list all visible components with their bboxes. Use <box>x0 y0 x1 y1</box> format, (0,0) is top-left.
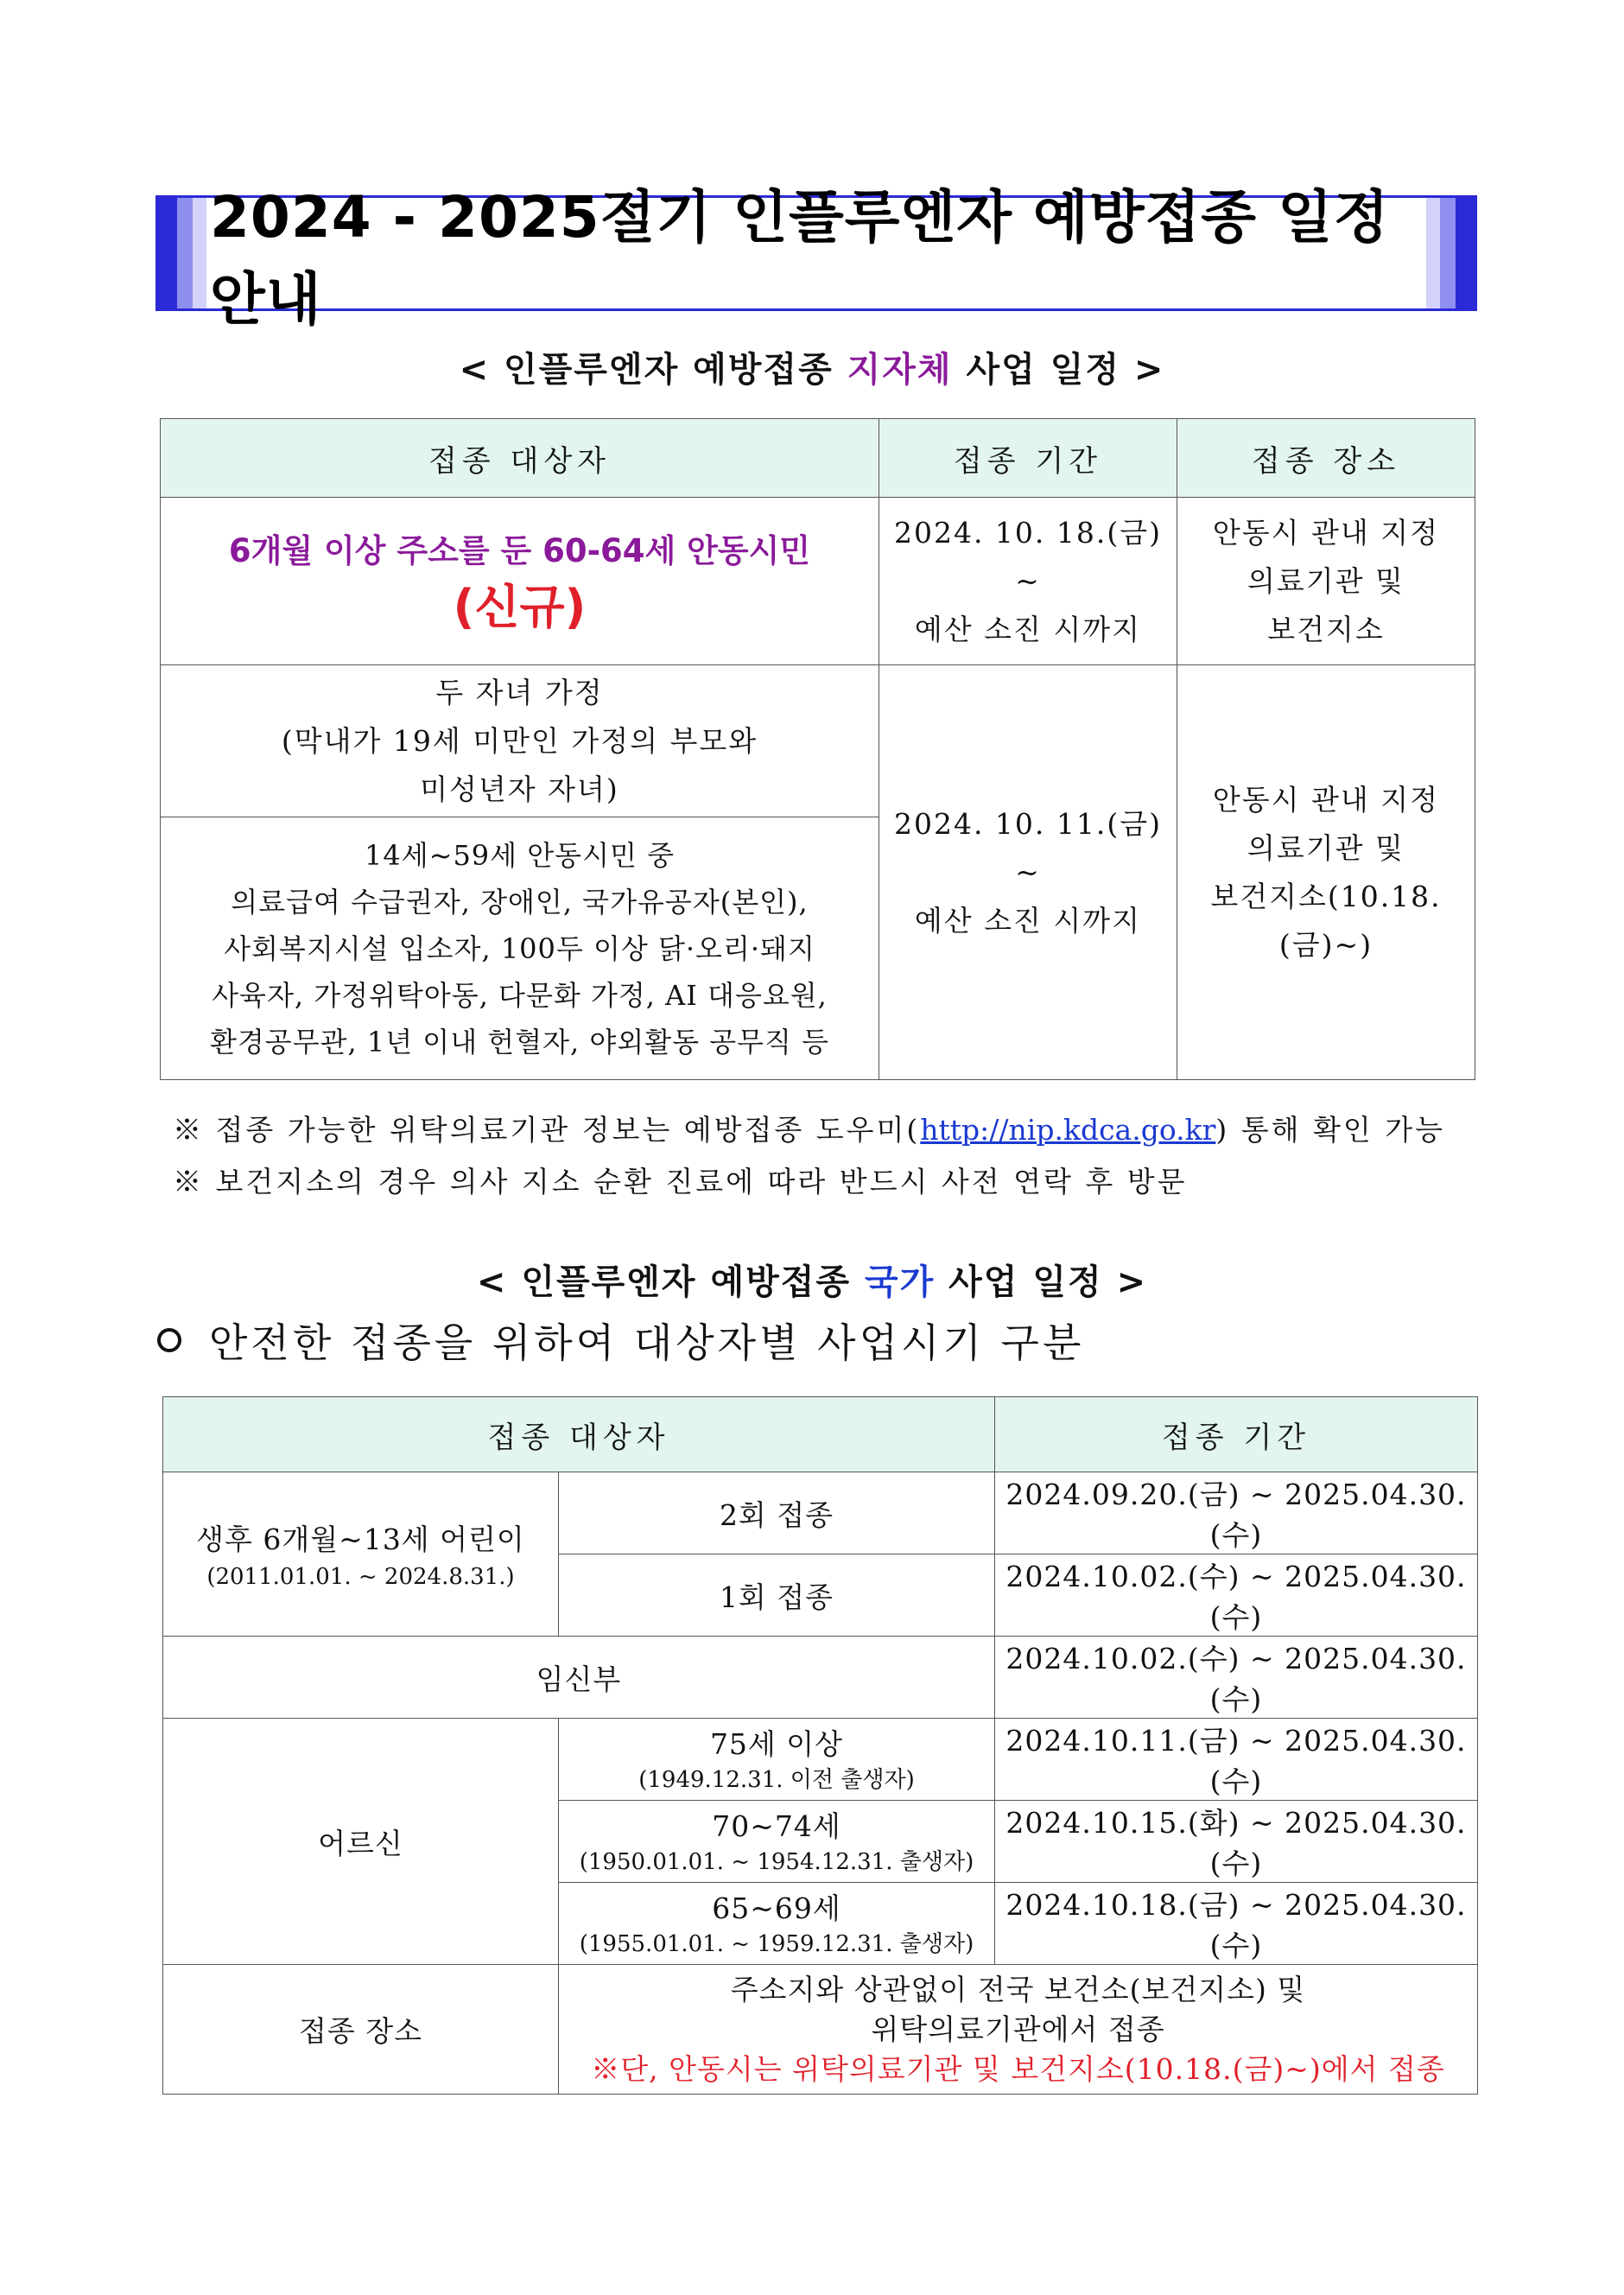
birth-range: (1950.01.01. ~ 1954.12.31. 출생자) <box>579 1849 974 1875</box>
place-line: 의료기관 및 <box>1247 563 1405 598</box>
target-line: (막내가 19세 미만인 가정의 부모와 <box>281 723 758 758</box>
birth-range: (1955.01.01. ~ 1959.12.31. 출생자) <box>579 1931 974 1957</box>
local-section-heading <box>0 342 1624 391</box>
header-target: 접종 대상자 <box>161 419 879 498</box>
kdca-link[interactable]: http://nip.kdca.go.kr <box>920 1113 1216 1147</box>
banner-stripe <box>1426 198 1440 308</box>
heading-highlight: 국가 <box>864 1262 936 1302</box>
dose-cell: 2회 접종 <box>559 1472 995 1554</box>
subtitle-text: 안전한 접종을 위하여 대상자별 사업시기 구분 <box>209 1319 1085 1366</box>
period-cell: 2024.10.11.(금) ~ 2025.04.30.(수) <box>995 1719 1478 1801</box>
header-period: 접종 기간 <box>995 1397 1478 1472</box>
place-line: 주소지와 상관없이 전국 보건소(보건지소) 및 <box>730 1972 1306 2006</box>
target-new-cell <box>161 498 879 665</box>
age-cell <box>559 1883 995 1965</box>
header-place: 접종 장소 <box>1177 419 1475 498</box>
heading-prefix: < 인플루엔자 예방접종 <box>476 1262 865 1302</box>
note-text: ) 통해 확인 가능 <box>1215 1113 1446 1147</box>
dose-cell: 1회 접종 <box>559 1554 995 1637</box>
national-subtitle <box>157 1312 1084 1369</box>
period-sep: ~ <box>1015 563 1041 598</box>
note-1 <box>173 1108 1445 1148</box>
note-2: ※ 보건지소의 경우 의사 지소 순환 진료에 따라 반드시 사전 연락 후 방문 <box>173 1165 1188 1198</box>
birth-range: (1949.12.31. 이전 출생자) <box>638 1767 915 1793</box>
target-line: 미성년자 자녀) <box>420 772 619 806</box>
age-text: 75세 이상 <box>709 1727 844 1761</box>
period-cell <box>879 665 1177 1080</box>
banner-stripe <box>1440 198 1456 308</box>
age-cell <box>559 1719 995 1801</box>
national-schedule-table <box>162 1396 1478 2095</box>
target-line: 사회복지시설 입소자, 100두 이상 닭·오리·돼지 <box>224 931 815 965</box>
target-line: 사육자, 가정위탁아동, 다문화 가정, AI 대응요원, <box>212 978 828 1012</box>
age-text: 70~74세 <box>712 1809 841 1843</box>
heading-suffix: 사업 일정 > <box>935 1262 1148 1302</box>
header-target: 접종 대상자 <box>163 1397 995 1472</box>
page-title: 2024 - 2025절기 인플루엔자 예방접종 일정 안내 <box>210 184 1390 333</box>
period-sep: ~ <box>1015 855 1041 889</box>
heading-highlight: 지자체 <box>847 350 953 390</box>
new-tag: (신규) <box>453 579 587 634</box>
period-cell: 2024.10.15.(화) ~ 2025.04.30.(수) <box>995 1801 1478 1883</box>
title-banner <box>155 184 1477 333</box>
period-end: 예산 소진 시까지 <box>914 903 1142 938</box>
place-line: 보건지소 <box>1267 612 1385 646</box>
header-period: 접종 기간 <box>879 419 1177 498</box>
target-special-cell <box>161 817 879 1080</box>
period-cell: 2024.09.20.(금) ~ 2025.04.30.(수) <box>995 1472 1478 1554</box>
children-label: 생후 6개월~13세 어린이 <box>196 1522 525 1556</box>
age-cell <box>559 1801 995 1883</box>
circle-bullet-icon <box>157 1328 181 1352</box>
children-label-cell <box>163 1472 559 1637</box>
place-note: ※단, 안동시는 위탁의료기관 및 보건지소(10.18.(금)~)에서 접종 <box>591 2051 1445 2086</box>
place-cell <box>1177 498 1475 665</box>
place-label-cell: 접종 장소 <box>163 1965 559 2095</box>
banner-stripe <box>177 198 193 308</box>
place-line: 안동시 관내 지정 <box>1212 782 1440 817</box>
children-range: (2011.01.01. ~ 2024.8.31.) <box>206 1563 515 1590</box>
heading-prefix: < 인플루엔자 예방접종 <box>459 350 847 390</box>
elderly-label-cell: 어르신 <box>163 1719 559 1965</box>
note-text: ※ 접종 가능한 위탁의료기관 정보는 예방접종 도우미( <box>173 1113 921 1147</box>
place-line: 의료기관 및 <box>1247 830 1405 865</box>
period-start: 2024. 10. 11.(금) <box>893 806 1163 841</box>
national-section-heading <box>0 1255 1624 1304</box>
banner-stripe <box>1456 198 1475 308</box>
target-line: 환경공무관, 1년 이내 헌혈자, 야외활동 공무직 등 <box>209 1025 830 1058</box>
banner-stripe <box>193 198 206 308</box>
pregnant-label-cell: 임신부 <box>163 1637 995 1719</box>
place-line: 보건지소(10.18.(금)~) <box>1210 879 1442 962</box>
age-text: 65~69세 <box>712 1891 841 1925</box>
heading-suffix: 사업 일정 > <box>952 350 1165 390</box>
period-cell: 2024.10.02.(수) ~ 2025.04.30.(수) <box>995 1554 1478 1637</box>
target-new-text: 6개월 이상 주소를 둔 60-64세 안동시민 <box>228 531 811 569</box>
place-line: 위탁의료기관에서 접종 <box>871 2012 1165 2046</box>
target-two-children-cell <box>161 665 879 817</box>
target-line: 14세~59세 안동시민 중 <box>365 838 675 872</box>
period-cell: 2024.10.18.(금) ~ 2025.04.30.(수) <box>995 1883 1478 1965</box>
period-cell: 2024.10.02.(수) ~ 2025.04.30.(수) <box>995 1637 1478 1719</box>
place-cell <box>1177 665 1475 1080</box>
target-line: 의료급여 수급권자, 장애인, 국가유공자(본인), <box>231 885 809 919</box>
period-end: 예산 소진 시까지 <box>914 612 1142 646</box>
period-cell <box>879 498 1177 665</box>
period-start: 2024. 10. 18.(금) <box>893 515 1163 550</box>
banner-stripe <box>158 198 177 308</box>
local-schedule-table <box>160 418 1475 1080</box>
target-line: 두 자녀 가정 <box>435 675 604 709</box>
place-detail-cell <box>559 1965 1478 2095</box>
place-line: 안동시 관내 지정 <box>1212 515 1440 550</box>
